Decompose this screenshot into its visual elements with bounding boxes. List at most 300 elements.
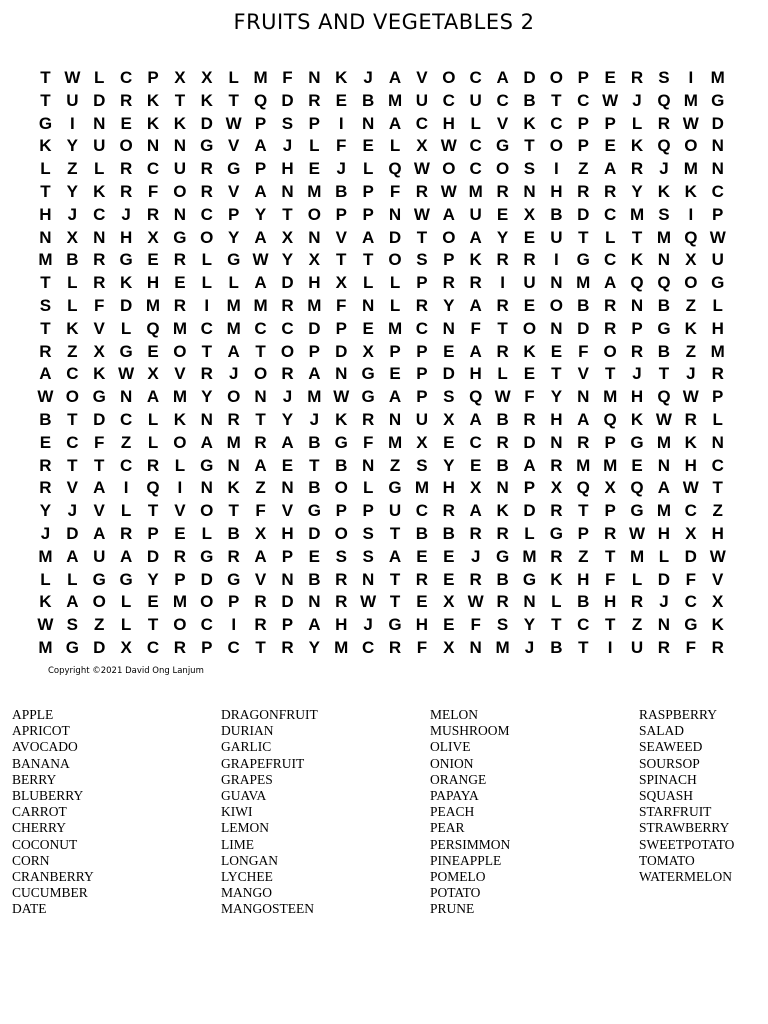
grid-letter[interactable]: X bbox=[416, 136, 428, 156]
grid-letter[interactable]: R bbox=[550, 501, 563, 521]
grid-letter[interactable]: T bbox=[67, 409, 78, 429]
grid-letter[interactable]: L bbox=[120, 501, 132, 521]
grid-letter[interactable]: R bbox=[684, 409, 697, 429]
grid-letter[interactable]: V bbox=[228, 136, 240, 156]
grid-letter[interactable]: H bbox=[711, 318, 724, 338]
grid-letter[interactable]: C bbox=[415, 318, 429, 338]
grid-letter[interactable]: P bbox=[335, 204, 347, 224]
grid-letter[interactable]: Q bbox=[657, 387, 671, 407]
grid-letter[interactable]: G bbox=[684, 615, 698, 635]
grid-letter[interactable]: Q bbox=[388, 159, 402, 179]
grid-letter[interactable]: R bbox=[173, 295, 187, 315]
grid-letter[interactable]: Q bbox=[657, 273, 671, 293]
grid-letter[interactable]: R bbox=[630, 68, 644, 87]
grid-letter[interactable]: R bbox=[119, 181, 133, 201]
grid-letter[interactable]: C bbox=[577, 90, 590, 110]
grid-letter[interactable]: S bbox=[39, 295, 52, 315]
grid-letter[interactable]: W bbox=[682, 478, 699, 498]
grid-letter[interactable]: C bbox=[711, 181, 724, 201]
grid-letter[interactable]: W bbox=[360, 592, 377, 612]
grid-letter[interactable]: O bbox=[495, 159, 510, 179]
grid-letter[interactable]: E bbox=[550, 341, 563, 361]
grid-letter[interactable]: S bbox=[335, 546, 347, 566]
grid-letter[interactable]: O bbox=[442, 68, 456, 87]
grid-letter[interactable]: G bbox=[388, 615, 402, 635]
grid-letter[interactable]: F bbox=[94, 432, 105, 452]
grid-letter[interactable]: P bbox=[147, 523, 159, 543]
grid-letter[interactable]: W bbox=[333, 387, 350, 407]
grid-letter[interactable]: W bbox=[118, 364, 135, 384]
grid-letter[interactable]: G bbox=[119, 341, 133, 361]
grid-letter[interactable]: Z bbox=[578, 546, 589, 566]
grid-letter[interactable]: X bbox=[147, 364, 159, 384]
grid-letter[interactable]: M bbox=[522, 546, 537, 566]
grid-letter[interactable]: R bbox=[604, 295, 617, 315]
grid-letter[interactable]: N bbox=[711, 136, 724, 156]
grid-letter[interactable]: M bbox=[576, 455, 591, 475]
grid-letter[interactable]: Z bbox=[631, 615, 643, 635]
grid-letter[interactable]: O bbox=[173, 181, 187, 201]
grid-letter[interactable]: M bbox=[172, 387, 187, 407]
grid-letter[interactable]: L bbox=[362, 478, 374, 498]
grid-letter[interactable]: H bbox=[335, 615, 348, 635]
grid-letter[interactable]: U bbox=[469, 204, 482, 224]
grid-letter[interactable]: B bbox=[577, 592, 590, 612]
grid-letter[interactable]: W bbox=[413, 159, 430, 179]
grid-letter[interactable]: Y bbox=[550, 387, 563, 407]
grid-letter[interactable]: W bbox=[602, 90, 619, 110]
grid-letter[interactable]: M bbox=[468, 181, 483, 201]
grid-letter[interactable]: J bbox=[659, 159, 669, 179]
grid-letter[interactable]: C bbox=[146, 637, 160, 657]
grid-letter[interactable]: X bbox=[604, 478, 616, 498]
grid-letter[interactable]: Y bbox=[631, 181, 643, 201]
grid-letter[interactable]: L bbox=[389, 273, 401, 293]
grid-letter[interactable]: D bbox=[281, 273, 294, 293]
grid-letter[interactable]: J bbox=[632, 364, 642, 384]
grid-letter[interactable]: O bbox=[684, 136, 698, 156]
grid-letter[interactable]: C bbox=[227, 637, 240, 657]
grid-letter[interactable]: B bbox=[335, 181, 348, 201]
grid-letter[interactable]: O bbox=[549, 136, 563, 156]
grid-letter[interactable]: J bbox=[336, 159, 346, 179]
grid-letter[interactable]: R bbox=[281, 364, 294, 384]
grid-letter[interactable]: N bbox=[308, 227, 321, 247]
grid-letter[interactable]: C bbox=[469, 159, 482, 179]
grid-letter[interactable]: U bbox=[66, 90, 79, 110]
grid-letter[interactable]: X bbox=[685, 523, 697, 543]
grid-letter[interactable]: X bbox=[362, 341, 374, 361]
grid-letter[interactable]: T bbox=[631, 227, 643, 247]
grid-letter[interactable]: T bbox=[40, 273, 51, 293]
grid-letter[interactable]: M bbox=[710, 341, 725, 361]
grid-letter[interactable]: A bbox=[523, 455, 536, 475]
grid-letter[interactable]: H bbox=[604, 592, 617, 612]
grid-letter[interactable]: X bbox=[685, 250, 697, 270]
grid-letter[interactable]: P bbox=[362, 204, 374, 224]
grid-letter[interactable]: J bbox=[363, 615, 373, 635]
grid-letter[interactable]: O bbox=[442, 159, 456, 179]
grid-letter[interactable]: L bbox=[67, 569, 78, 589]
grid-letter[interactable]: Z bbox=[94, 615, 105, 635]
grid-letter[interactable]: R bbox=[577, 432, 590, 452]
grid-letter[interactable]: P bbox=[362, 181, 374, 201]
grid-letter[interactable]: X bbox=[66, 227, 78, 247]
grid-letter[interactable]: F bbox=[389, 181, 401, 201]
grid-letter[interactable]: C bbox=[577, 615, 590, 635]
grid-letter[interactable]: M bbox=[226, 432, 241, 452]
grid-letter[interactable]: S bbox=[66, 615, 78, 635]
grid-letter[interactable]: G bbox=[119, 569, 133, 589]
grid-letter[interactable]: P bbox=[281, 546, 294, 566]
grid-letter[interactable]: N bbox=[550, 318, 563, 338]
grid-letter[interactable]: V bbox=[335, 227, 347, 247]
grid-letter[interactable]: K bbox=[93, 364, 106, 384]
grid-letter[interactable]: R bbox=[415, 295, 429, 315]
grid-letter[interactable]: A bbox=[254, 181, 267, 201]
grid-letter[interactable]: O bbox=[173, 432, 187, 452]
grid-letter[interactable]: K bbox=[335, 68, 348, 87]
grid-letter[interactable]: L bbox=[120, 615, 132, 635]
grid-letter[interactable]: F bbox=[470, 318, 481, 338]
grid-letter[interactable]: K bbox=[657, 181, 671, 201]
grid-letter[interactable]: T bbox=[94, 455, 105, 475]
grid-letter[interactable]: E bbox=[281, 455, 294, 475]
grid-letter[interactable]: M bbox=[629, 204, 645, 224]
grid-letter[interactable]: N bbox=[227, 455, 240, 475]
grid-letter[interactable]: C bbox=[415, 113, 429, 133]
grid-letter[interactable]: H bbox=[281, 523, 294, 543]
grid-letter[interactable]: Q bbox=[630, 478, 644, 498]
grid-letter[interactable]: A bbox=[604, 273, 617, 293]
grid-letter[interactable]: M bbox=[656, 432, 672, 452]
grid-letter[interactable]: N bbox=[200, 478, 213, 498]
grid-letter[interactable]: F bbox=[470, 615, 481, 635]
grid-letter[interactable]: F bbox=[147, 181, 159, 201]
grid-letter[interactable]: W bbox=[655, 409, 672, 429]
grid-letter[interactable]: D bbox=[93, 90, 106, 110]
grid-letter[interactable]: R bbox=[200, 159, 213, 179]
grid-letter[interactable]: P bbox=[416, 387, 428, 407]
grid-letter[interactable]: O bbox=[119, 136, 133, 156]
grid-letter[interactable]: R bbox=[469, 523, 482, 543]
grid-letter[interactable]: I bbox=[500, 273, 505, 293]
grid-letter[interactable]: U bbox=[93, 546, 106, 566]
grid-letter[interactable]: P bbox=[254, 159, 267, 179]
grid-letter[interactable]: N bbox=[361, 455, 375, 475]
grid-letter[interactable]: D bbox=[523, 501, 536, 521]
grid-letter[interactable]: A bbox=[308, 364, 321, 384]
grid-letter[interactable]: E bbox=[416, 592, 428, 612]
grid-letter[interactable]: K bbox=[523, 113, 536, 133]
grid-letter[interactable]: M bbox=[253, 68, 268, 87]
grid-letter[interactable]: N bbox=[388, 204, 402, 224]
grid-letter[interactable]: N bbox=[657, 455, 671, 475]
grid-letter[interactable]: T bbox=[255, 637, 266, 657]
grid-letter[interactable]: R bbox=[469, 569, 482, 589]
grid-letter[interactable]: A bbox=[254, 136, 267, 156]
grid-letter[interactable]: A bbox=[66, 592, 79, 612]
grid-letter[interactable]: E bbox=[523, 364, 536, 384]
grid-letter[interactable]: C bbox=[119, 409, 133, 429]
grid-letter[interactable]: L bbox=[94, 159, 105, 179]
grid-letter[interactable]: I bbox=[688, 68, 694, 87]
grid-letter[interactable]: P bbox=[712, 387, 724, 407]
grid-letter[interactable]: I bbox=[688, 204, 694, 224]
grid-letter[interactable]: A bbox=[146, 387, 160, 407]
grid-letter[interactable]: J bbox=[121, 204, 131, 224]
grid-letter[interactable]: C bbox=[119, 455, 133, 475]
grid-letter[interactable]: F bbox=[685, 569, 697, 589]
grid-letter[interactable]: N bbox=[550, 432, 563, 452]
grid-letter[interactable]: R bbox=[281, 637, 294, 657]
grid-letter[interactable]: C bbox=[496, 90, 509, 110]
grid-letter[interactable]: I bbox=[69, 113, 75, 133]
grid-letter[interactable]: P bbox=[604, 432, 616, 452]
grid-letter[interactable]: G bbox=[522, 569, 537, 589]
grid-letter[interactable]: L bbox=[201, 523, 212, 543]
grid-letter[interactable]: S bbox=[281, 113, 294, 133]
grid-letter[interactable]: E bbox=[496, 204, 509, 224]
grid-letter[interactable]: O bbox=[442, 227, 456, 247]
grid-letter[interactable]: N bbox=[254, 387, 267, 407]
grid-letter[interactable]: E bbox=[174, 273, 186, 293]
grid-letter[interactable]: P bbox=[577, 136, 589, 156]
grid-letter[interactable]: P bbox=[335, 501, 347, 521]
grid-letter[interactable]: R bbox=[335, 592, 348, 612]
grid-letter[interactable]: W bbox=[709, 227, 726, 247]
grid-letter[interactable]: P bbox=[389, 341, 401, 361]
grid-letter[interactable]: V bbox=[66, 478, 78, 498]
grid-letter[interactable]: K bbox=[227, 478, 240, 498]
grid-letter[interactable]: B bbox=[308, 569, 321, 589]
grid-letter[interactable]: D bbox=[93, 409, 106, 429]
grid-letter[interactable]: R bbox=[442, 273, 455, 293]
grid-letter[interactable]: N bbox=[630, 295, 644, 315]
grid-letter[interactable]: N bbox=[388, 409, 402, 429]
grid-letter[interactable]: K bbox=[173, 113, 187, 133]
grid-letter[interactable]: R bbox=[711, 364, 724, 384]
grid-letter[interactable]: I bbox=[123, 478, 129, 498]
grid-letter[interactable]: N bbox=[657, 615, 671, 635]
grid-letter[interactable]: V bbox=[281, 501, 294, 521]
grid-letter[interactable]: I bbox=[231, 615, 237, 635]
grid-letter[interactable]: B bbox=[335, 455, 348, 475]
grid-letter[interactable]: R bbox=[200, 181, 213, 201]
grid-letter[interactable]: G bbox=[388, 478, 402, 498]
grid-letter[interactable]: R bbox=[335, 569, 348, 589]
grid-letter[interactable]: O bbox=[334, 523, 348, 543]
grid-letter[interactable]: Z bbox=[389, 455, 401, 475]
grid-letter[interactable]: B bbox=[227, 523, 240, 543]
grid-letter[interactable]: R bbox=[496, 181, 509, 201]
grid-letter[interactable]: H bbox=[577, 569, 590, 589]
grid-letter[interactable]: O bbox=[200, 227, 214, 247]
grid-letter[interactable]: E bbox=[120, 113, 132, 133]
grid-letter[interactable]: H bbox=[684, 455, 697, 475]
grid-letter[interactable]: T bbox=[40, 90, 51, 110]
grid-letter[interactable]: E bbox=[443, 546, 455, 566]
grid-letter[interactable]: V bbox=[712, 569, 724, 589]
grid-letter[interactable]: D bbox=[657, 569, 671, 589]
grid-letter[interactable]: M bbox=[307, 387, 322, 407]
grid-letter[interactable]: Q bbox=[253, 90, 268, 110]
grid-letter[interactable]: L bbox=[712, 409, 723, 429]
grid-letter[interactable]: T bbox=[389, 523, 401, 543]
grid-letter[interactable]: O bbox=[522, 318, 537, 338]
grid-letter[interactable]: Y bbox=[228, 227, 240, 247]
grid-letter[interactable]: R bbox=[119, 159, 133, 179]
grid-letter[interactable]: V bbox=[577, 364, 589, 384]
grid-letter[interactable]: R bbox=[630, 592, 644, 612]
grid-letter[interactable]: A bbox=[254, 455, 267, 475]
grid-letter[interactable]: M bbox=[710, 68, 725, 87]
grid-letter[interactable]: L bbox=[67, 273, 78, 293]
grid-letter[interactable]: H bbox=[119, 227, 133, 247]
grid-letter[interactable]: V bbox=[228, 181, 240, 201]
grid-letter[interactable]: M bbox=[226, 318, 241, 338]
grid-letter[interactable]: H bbox=[442, 113, 455, 133]
grid-letter[interactable]: G bbox=[227, 250, 241, 270]
grid-letter[interactable]: N bbox=[496, 478, 509, 498]
grid-letter[interactable]: N bbox=[657, 250, 671, 270]
grid-letter[interactable]: M bbox=[307, 181, 322, 201]
grid-letter[interactable]: D bbox=[577, 318, 590, 338]
grid-letter[interactable]: S bbox=[523, 159, 536, 179]
grid-letter[interactable]: S bbox=[443, 387, 455, 407]
grid-letter[interactable]: N bbox=[281, 181, 294, 201]
grid-letter[interactable]: M bbox=[387, 90, 403, 110]
grid-letter[interactable]: L bbox=[40, 569, 51, 589]
grid-letter[interactable]: X bbox=[308, 250, 321, 270]
grid-letter[interactable]: D bbox=[119, 295, 133, 315]
grid-letter[interactable]: C bbox=[93, 204, 106, 224]
grid-letter[interactable]: P bbox=[416, 364, 428, 384]
grid-letter[interactable]: E bbox=[523, 295, 536, 315]
grid-letter[interactable]: Z bbox=[120, 432, 132, 452]
grid-letter[interactable]: U bbox=[415, 409, 429, 429]
grid-letter[interactable]: G bbox=[307, 501, 321, 521]
grid-letter[interactable]: E bbox=[147, 341, 159, 361]
grid-letter[interactable]: G bbox=[38, 113, 53, 133]
grid-letter[interactable]: G bbox=[576, 250, 590, 270]
grid-letter[interactable]: A bbox=[361, 227, 375, 247]
grid-letter[interactable]: P bbox=[362, 501, 374, 521]
grid-letter[interactable]: P bbox=[201, 637, 213, 657]
grid-letter[interactable]: B bbox=[657, 341, 671, 361]
grid-letter[interactable]: T bbox=[578, 501, 589, 521]
grid-letter[interactable]: N bbox=[361, 569, 375, 589]
grid-letter[interactable]: N bbox=[200, 409, 213, 429]
grid-letter[interactable]: V bbox=[174, 501, 186, 521]
grid-letter[interactable]: N bbox=[146, 136, 160, 156]
grid-letter[interactable]: U bbox=[630, 637, 644, 657]
grid-letter[interactable]: T bbox=[309, 455, 320, 475]
grid-letter[interactable]: L bbox=[604, 227, 616, 247]
grid-letter[interactable]: B bbox=[550, 204, 563, 224]
grid-letter[interactable]: I bbox=[554, 159, 559, 179]
grid-letter[interactable]: A bbox=[388, 387, 402, 407]
grid-letter[interactable]: U bbox=[711, 250, 724, 270]
grid-letter[interactable]: T bbox=[497, 318, 508, 338]
grid-letter[interactable]: R bbox=[119, 90, 133, 110]
grid-letter[interactable]: A bbox=[254, 546, 267, 566]
grid-letter[interactable]: W bbox=[413, 204, 430, 224]
grid-letter[interactable]: C bbox=[684, 592, 697, 612]
grid-letter[interactable]: K bbox=[684, 181, 697, 201]
grid-letter[interactable]: W bbox=[37, 387, 54, 407]
grid-letter[interactable]: G bbox=[549, 523, 563, 543]
grid-letter[interactable]: G bbox=[92, 387, 106, 407]
grid-letter[interactable]: O bbox=[388, 250, 402, 270]
grid-letter[interactable]: N bbox=[361, 295, 375, 315]
grid-letter[interactable]: G bbox=[361, 364, 375, 384]
grid-letter[interactable]: A bbox=[308, 615, 321, 635]
grid-letter[interactable]: J bbox=[470, 546, 481, 566]
grid-letter[interactable]: H bbox=[146, 273, 160, 293]
grid-letter[interactable]: N bbox=[93, 227, 106, 247]
grid-letter[interactable]: L bbox=[201, 273, 212, 293]
grid-letter[interactable]: L bbox=[497, 364, 508, 384]
grid-letter[interactable]: C bbox=[604, 204, 617, 224]
grid-letter[interactable]: K bbox=[711, 615, 724, 635]
grid-letter[interactable]: P bbox=[604, 501, 616, 521]
grid-letter[interactable]: G bbox=[227, 159, 241, 179]
grid-letter[interactable]: G bbox=[495, 136, 510, 156]
grid-letter[interactable]: N bbox=[711, 432, 724, 452]
grid-letter[interactable]: N bbox=[442, 318, 455, 338]
grid-letter[interactable]: G bbox=[361, 387, 375, 407]
grid-letter[interactable]: N bbox=[173, 204, 187, 224]
grid-letter[interactable]: C bbox=[711, 455, 724, 475]
grid-letter[interactable]: R bbox=[604, 181, 617, 201]
grid-letter[interactable]: P bbox=[335, 318, 347, 338]
grid-letter[interactable]: P bbox=[281, 615, 294, 635]
grid-letter[interactable]: X bbox=[201, 68, 213, 87]
grid-letter[interactable]: A bbox=[577, 409, 590, 429]
grid-letter[interactable]: G bbox=[711, 90, 725, 110]
grid-letter[interactable]: J bbox=[282, 387, 293, 407]
grid-letter[interactable]: Y bbox=[443, 295, 455, 315]
grid-letter[interactable]: L bbox=[120, 592, 132, 612]
grid-letter[interactable]: P bbox=[174, 569, 186, 589]
grid-letter[interactable]: E bbox=[443, 569, 455, 589]
grid-letter[interactable]: F bbox=[94, 295, 105, 315]
grid-letter[interactable]: D bbox=[200, 113, 213, 133]
grid-letter[interactable]: L bbox=[551, 592, 562, 612]
grid-letter[interactable]: K bbox=[630, 409, 644, 429]
grid-letter[interactable]: N bbox=[281, 478, 294, 498]
grid-letter[interactable]: W bbox=[682, 113, 699, 133]
grid-letter[interactable]: N bbox=[523, 181, 536, 201]
grid-letter[interactable]: D bbox=[442, 364, 455, 384]
grid-letter[interactable]: A bbox=[657, 478, 671, 498]
grid-letter[interactable]: K bbox=[200, 90, 213, 110]
grid-letter[interactable]: E bbox=[443, 615, 455, 635]
grid-letter[interactable]: T bbox=[147, 615, 159, 635]
grid-letter[interactable]: V bbox=[416, 68, 428, 87]
grid-letter[interactable]: T bbox=[712, 478, 723, 498]
grid-letter[interactable]: K bbox=[550, 569, 563, 589]
grid-letter[interactable]: M bbox=[495, 637, 510, 657]
grid-letter[interactable]: T bbox=[228, 90, 239, 110]
grid-letter[interactable]: P bbox=[416, 341, 428, 361]
grid-letter[interactable]: S bbox=[658, 68, 670, 87]
grid-letter[interactable]: B bbox=[496, 569, 509, 589]
grid-letter[interactable]: T bbox=[40, 68, 51, 87]
grid-letter[interactable]: L bbox=[362, 159, 374, 179]
grid-letter[interactable]: U bbox=[93, 136, 106, 156]
